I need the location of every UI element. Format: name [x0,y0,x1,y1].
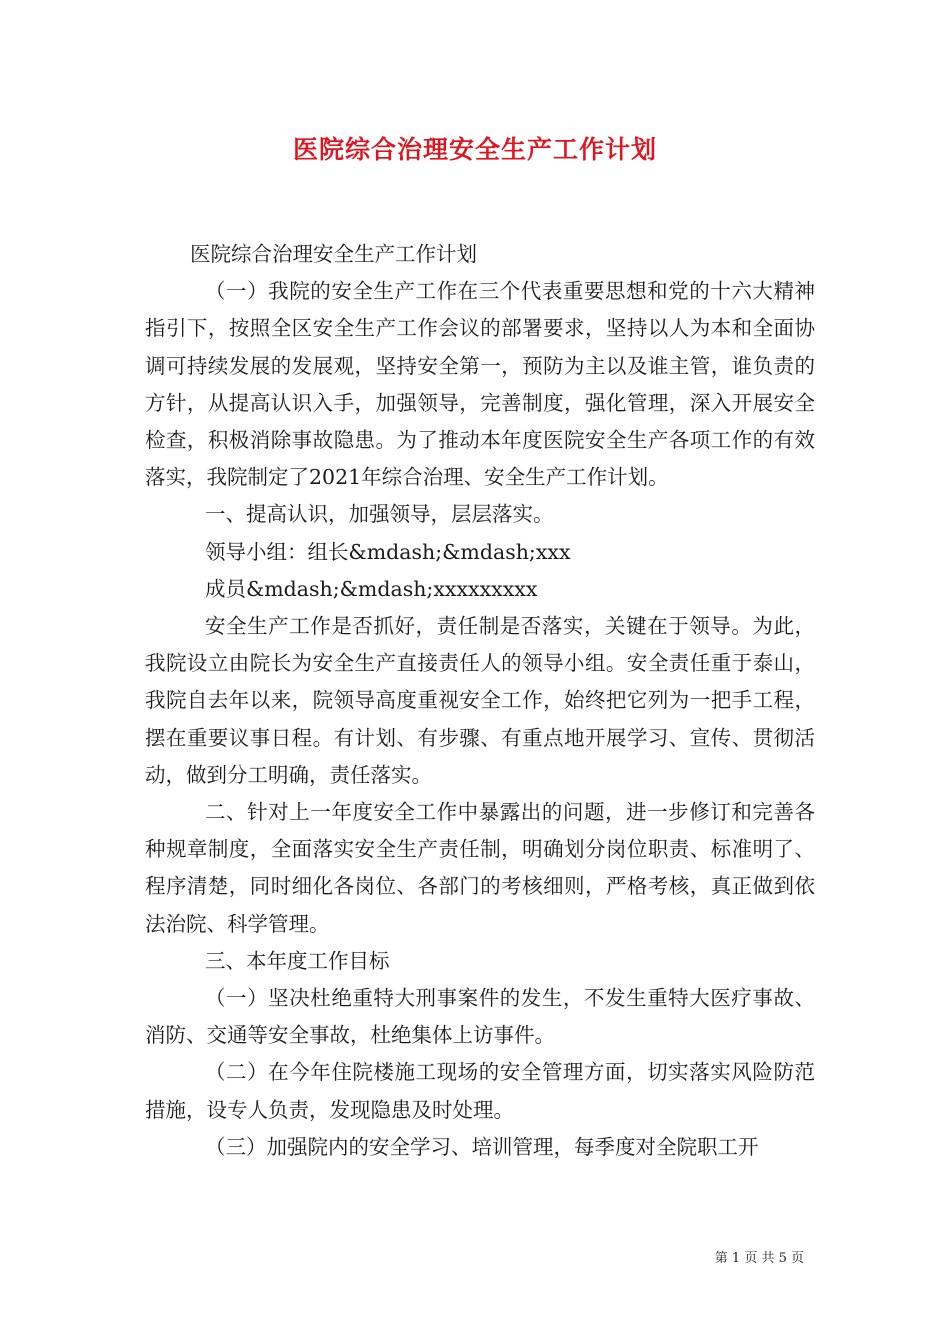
paragraph: 一、提高认识，加强领导，层层落实。 [205,502,554,527]
page-number: 第 1 页 共 5 页 [714,1251,804,1266]
paragraph: 安全生产工作是否抓好，责任制是否落实，关键在于领导。为此，我院设立由院长为安全生产直接责任人的领导小组。安全责任重于泰山，我院自去年以来，院领导高度重视安全工作，始终把它列为一把手工程，摆在重要议事日程。有计划、有步骤、有重点地开展学习、宣传、贯彻活动，做到分工明确，责任落实。 [145,614,815,787]
paragraph: （二）在今年住院楼施工现场的安全管理方面，切实落实风险防范措施，设专人负责，发现隐患及时处理。 [145,1060,815,1122]
paragraph: （一）坚决杜绝重特大刑事案件的发生，不发生重特大医疗事故、消防、交通等安全事故，杜绝集体上访事件。 [145,986,815,1048]
paragraph: （三）加强院内的安全学习、培训管理，每季度对全院职工开 [205,1134,759,1159]
document-body [145,236,815,1166]
paragraph: 成员&mdash;&mdash;xxxxxxxxx [205,576,538,601]
paragraph: （一）我院的安全生产工作在三个代表重要思想和党的十六大精神指引下，按照全区安全生产工作会议的部署要求，坚持以人为本和全面协调可持续发展的发展观，坚持安全第一，预防为主以及谁主管，谁负责的方针，从提高认识入手，加强领导，完善制度，强化管理，深入开展安全检查，积极消除事故隐患。为了推动本年度医院安全生产各项工作的有效落实，我院制定了2021年综合治理、安全生产工作计划。 [145,279,815,490]
paragraph: 三、本年度工作目标 [205,948,390,973]
paragraph: 领导小组：组长&mdash;&mdash;xxx [205,539,571,564]
paragraph-heading: 医院综合治理安全生产工作计划 [190,242,477,266]
paragraph: 二、针对上一年度安全工作中暴露出的问题，进一步修订和完善各种规章制度，全面落实安全生产责任制，明确划分岗位职责、标准明了、程序清楚，同时细化各岗位、各部门的考核细则，严格考核，真正做到依法治院、科学管理。 [145,800,815,936]
document-title: 医院综合治理安全生产工作计划 [292,135,657,164]
